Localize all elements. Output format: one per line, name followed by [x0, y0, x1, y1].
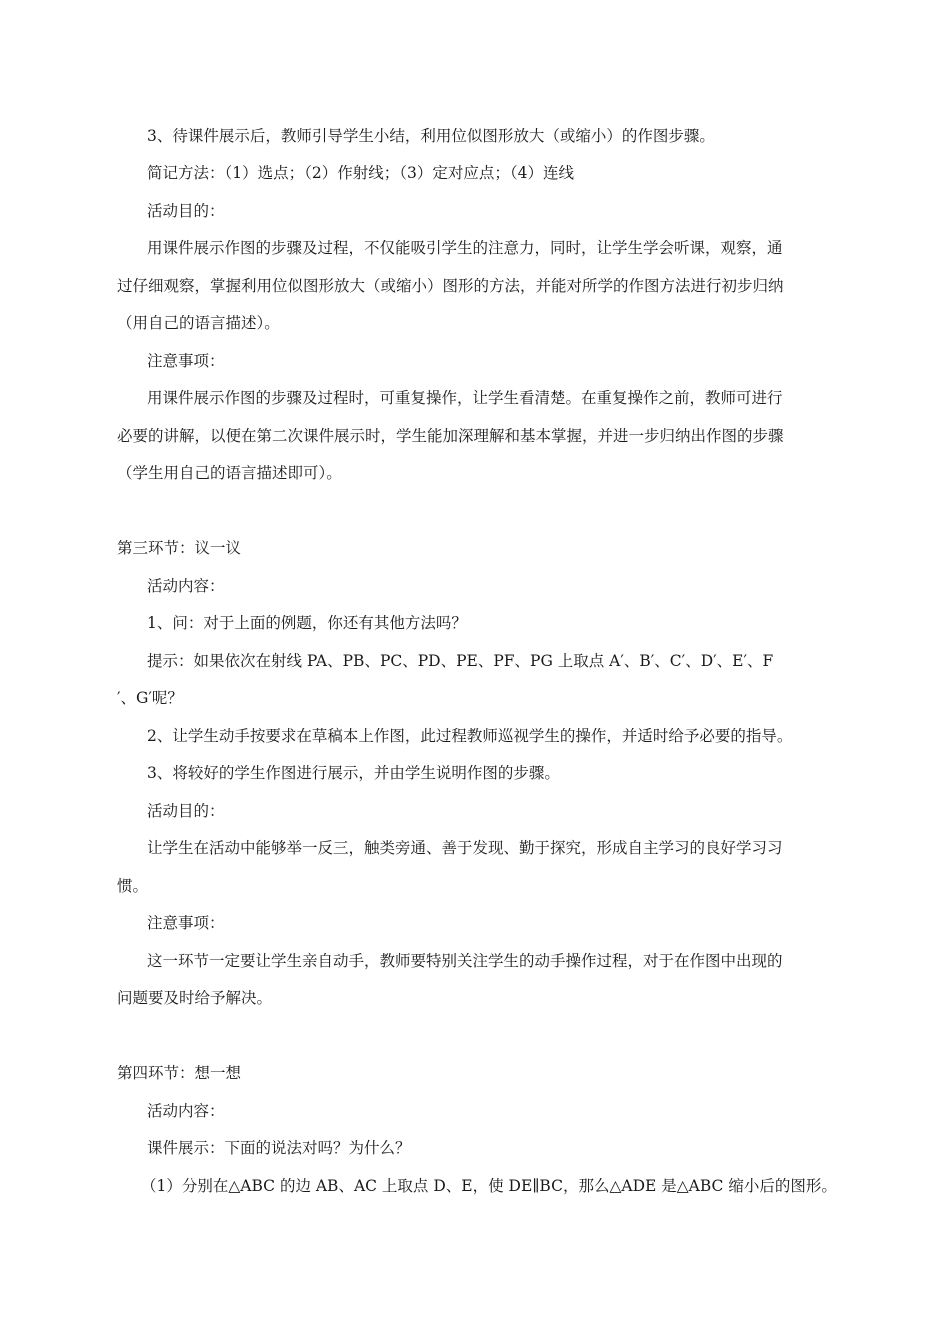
purpose-line-2: 过仔细观察，掌握利用位似图形放大（或缩小）图形的方法，并能对所学的作图方法进行初步归纳	[117, 277, 784, 295]
activity-content-label: 活动内容：	[147, 577, 225, 595]
section-4-heading: 第四环节：想一想	[117, 1064, 242, 1082]
step-3-summary: 3、待课件展示后，教师引导学生小结，利用位似图形放大（或缩小）的作图步骤。	[147, 127, 715, 145]
notes-line-2: 问题要及时给予解决。	[117, 989, 273, 1007]
notes-line-1: 这一环节一定要让学生亲自动手，教师要特别关注学生的动手操作过程，对于在作图中出现的	[147, 952, 783, 970]
purpose-label: 活动目的：	[147, 802, 225, 820]
statement-1: （1）分别在△ABC 的边 AB、AC 上取点 D、E，使 DE∥BC，那么△ADE 是△ABC 缩小后的图形。	[141, 1177, 837, 1195]
question-1: 1、问：对于上面的例题，你还有其他方法吗？	[147, 614, 467, 632]
hint-line-1: 提示：如果依次在射线 PA、PB、PC、PD、PE、PF、PG 上取点 A′、B′、C′、D′、E′、F	[147, 652, 774, 670]
activity-content-label: 活动内容：	[147, 1102, 225, 1120]
notes-line-3: （学生用自己的语言描述即可）。	[117, 464, 342, 482]
purpose-label: 活动目的：	[147, 202, 225, 220]
notes-label: 注意事项：	[147, 352, 225, 370]
method-summary: 简记方法：（1）选点；（2）作射线；（3）定对应点；（4）连线	[147, 164, 574, 182]
purpose-line-1: 用课件展示作图的步骤及过程，不仅能吸引学生的注意力，同时，让学生学会听课，观察，通	[147, 239, 783, 257]
notes-label: 注意事项：	[147, 914, 225, 932]
courseware-prompt: 课件展示：下面的说法对吗？为什么？	[147, 1139, 411, 1157]
purpose-line-3: （用自己的语言描述）。	[117, 314, 280, 332]
section-3-heading: 第三环节：议一议	[117, 539, 242, 557]
question-2: 2、让学生动手按要求在草稿本上作图，此过程教师巡视学生的操作，并适时给予必要的指导。	[147, 727, 793, 745]
notes-line-2: 必要的讲解，以便在第二次课件展示时，学生能加深理解和基本掌握，并进一步归纳出作图的步骤	[117, 427, 784, 445]
hint-line-2: ′、G′呢？	[117, 689, 183, 707]
purpose-line-2: 惯。	[117, 877, 149, 895]
notes-line-1: 用课件展示作图的步骤及过程时，可重复操作，让学生看清楚。在重复操作之前，教师可进行	[147, 389, 783, 407]
purpose-line-1: 让学生在活动中能够举一反三，触类旁通、善于发现、勤于探究，形成自主学习的良好学习习	[147, 839, 783, 857]
question-3: 3、将较好的学生作图进行展示，并由学生说明作图的步骤。	[147, 764, 560, 782]
